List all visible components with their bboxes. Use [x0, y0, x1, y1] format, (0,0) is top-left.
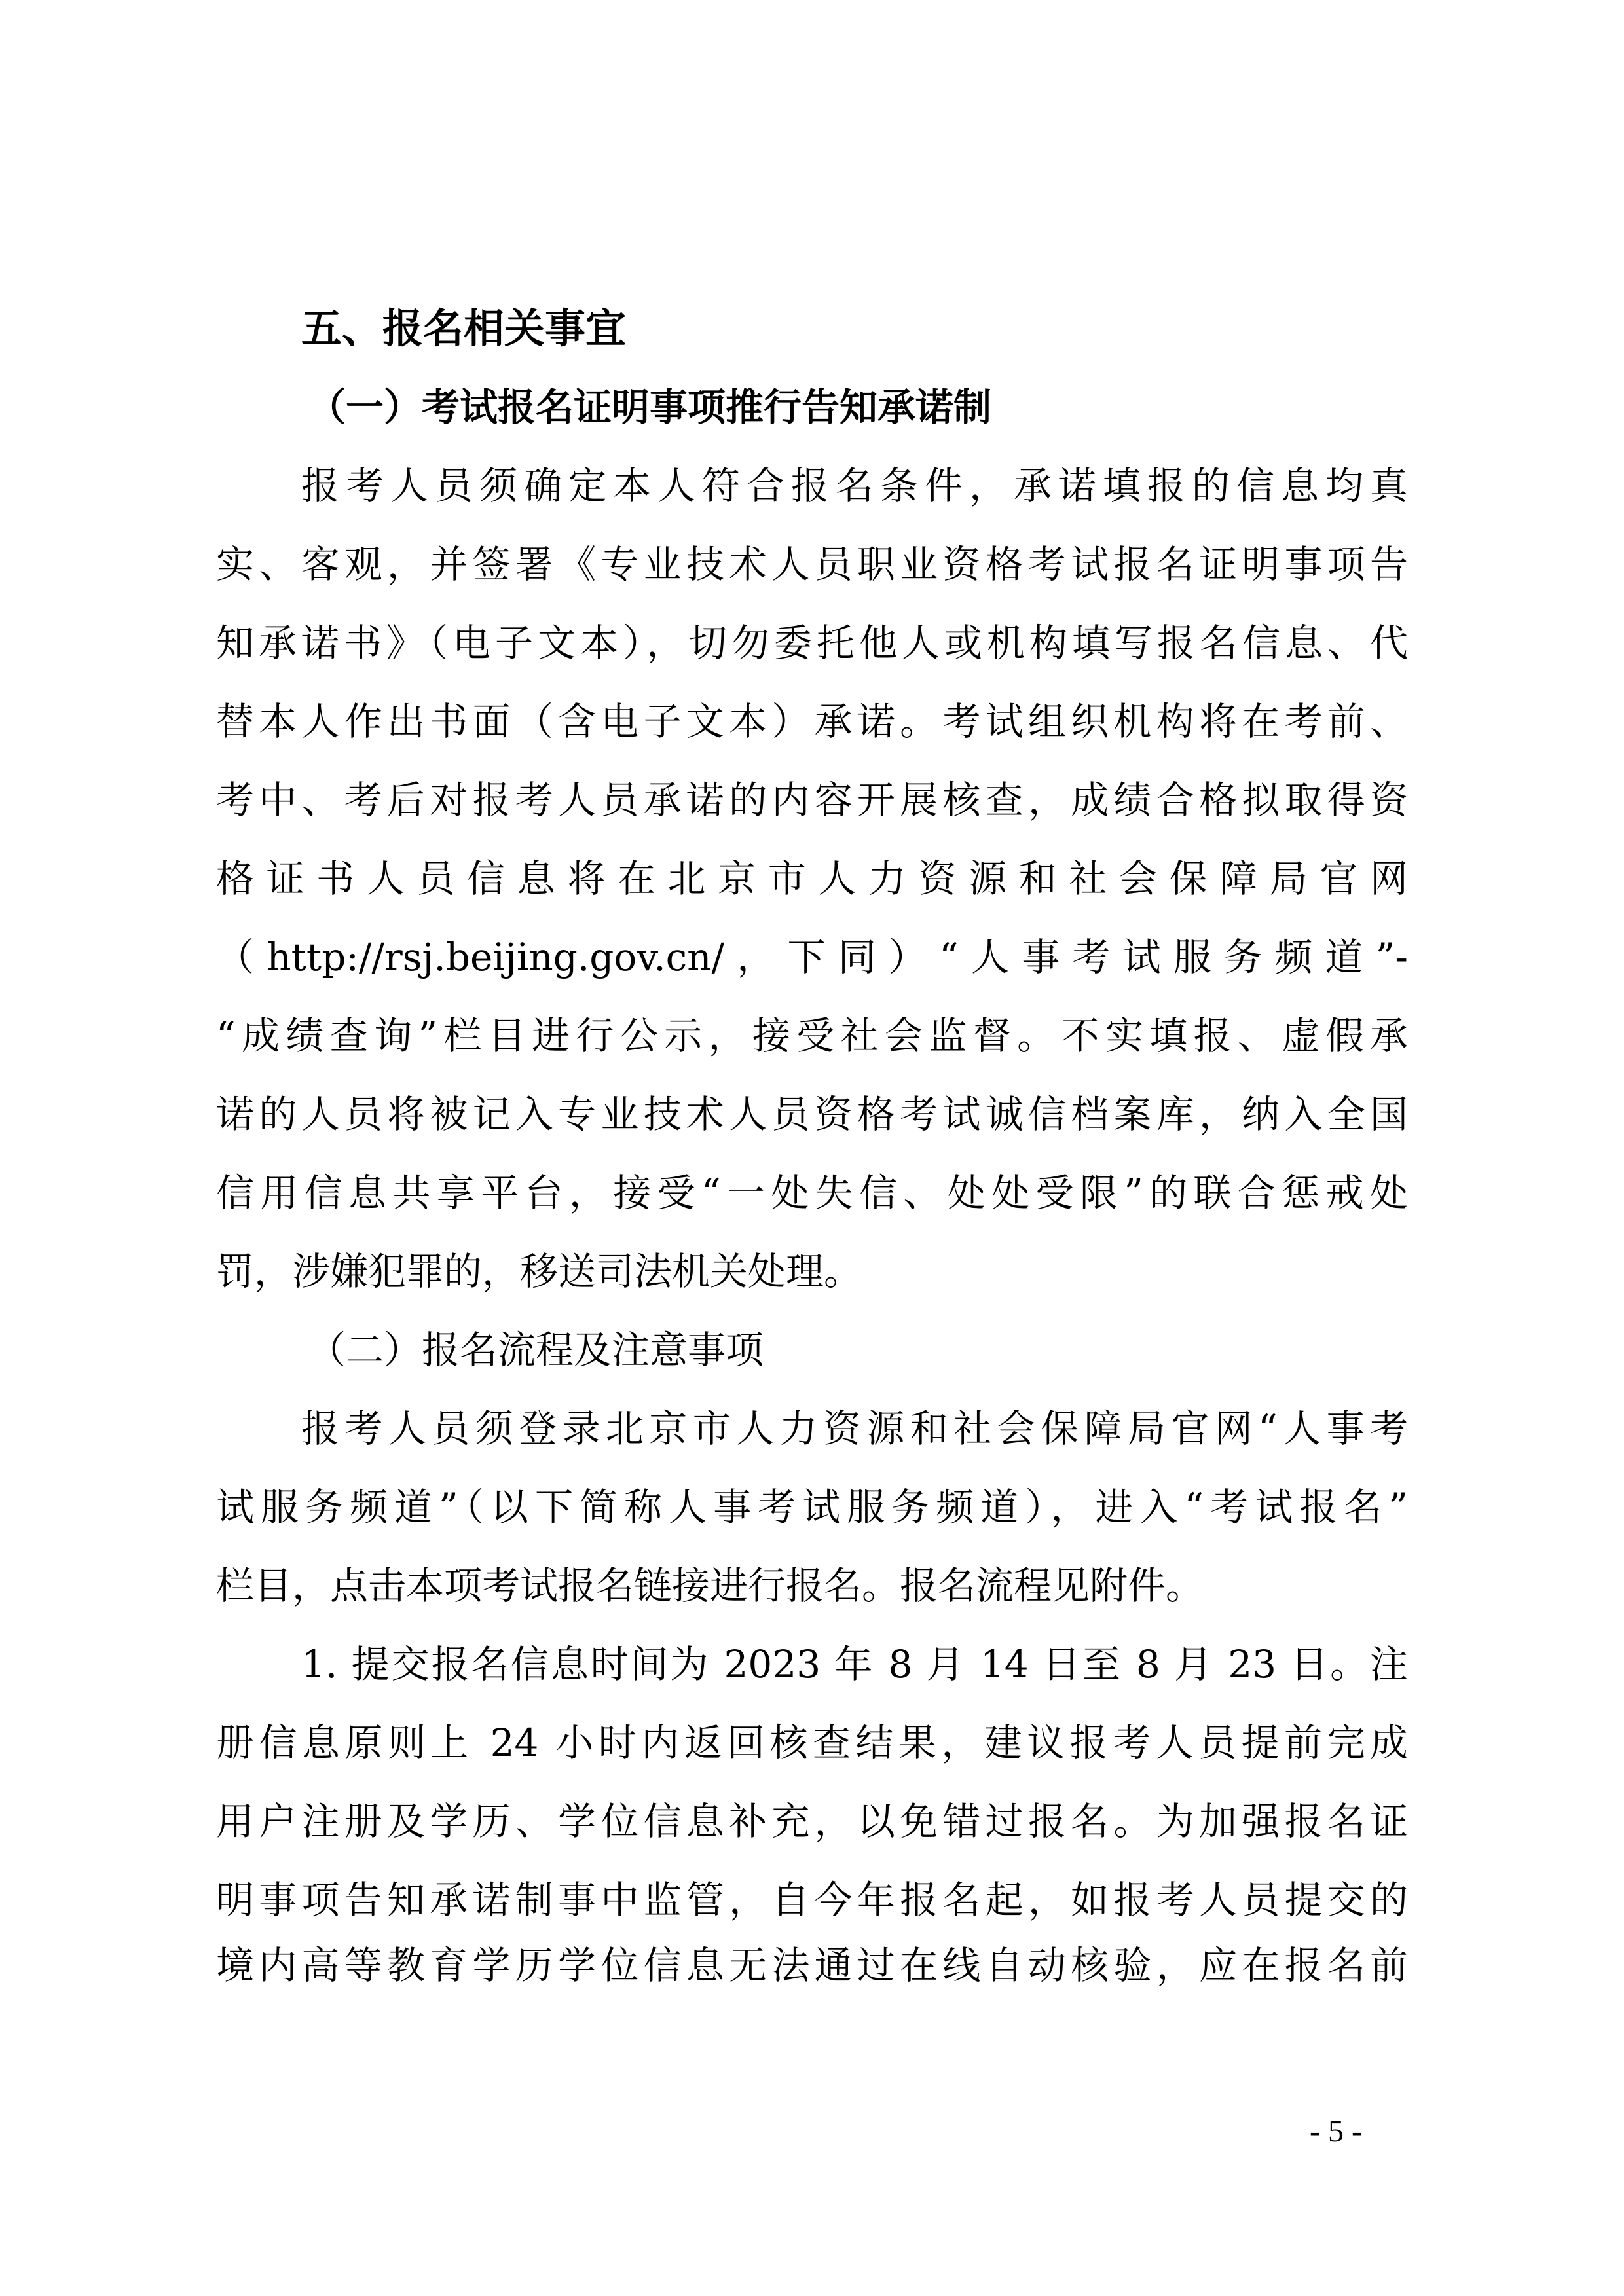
paragraph-line: 册信息原则上 24 小时内返回核查结果，建议报考人员提前完成 — [216, 1721, 1408, 1765]
page-number: - 5 - — [1310, 2114, 1362, 2149]
paragraph-line: 境内高等教育学历学位信息无法通过在线自动核验，应在报名前 — [216, 1943, 1408, 1988]
paragraph-line: 栏目，点击本项考试报名链接进行报名。报名流程见附件。 — [216, 1563, 1204, 1608]
paragraph-line: 试服务频道”（以下简称人事考试服务频道），进入“考试报名” — [216, 1485, 1408, 1529]
paragraph-line: 明事项告知承诺制事中监管，自今年报名起，如报考人员提交的 — [216, 1878, 1408, 1922]
section-heading: 五、报名相关事宜 — [301, 304, 627, 352]
paragraph-line: 1. 提交报名信息时间为 2023 年 8 月 14 日至 8 月 23 日。注 — [301, 1642, 1408, 1686]
paragraph-line: 报考人员须登录北京市人力资源和社会保障局官网“人事考 — [301, 1406, 1408, 1451]
subsection-heading-2: （二）报名流程及注意事项 — [308, 1328, 764, 1372]
paragraph-line: 用户注册及学历、学位信息补充，以免错过报名。为加强报名证 — [216, 1799, 1408, 1844]
paragraph-line: 诺的人员将被记入专业技术人员资格考试诚信档案库，纳入全国 — [216, 1092, 1408, 1137]
paragraph-line: “成绩查询”栏目进行公示，接受社会监督。不实填报、虚假承 — [216, 1013, 1408, 1058]
paragraph-line: 格证书人员信息将在北京市人力资源和社会保障局官网 — [216, 856, 1408, 901]
paragraph-line: 实、客观，并签署《专业技术人员职业资格考试报名证明事项告 — [216, 542, 1408, 587]
paragraph-line: 替本人作出书面（含电子文本）承诺。考试组织机构将在考前、 — [216, 699, 1408, 744]
paragraph-line: 报考人员须确定本人符合报名条件，承诺填报的信息均真 — [301, 464, 1408, 508]
paragraph-line: 考中、考后对报考人员承诺的内容开展核查，成绩合格拟取得资 — [216, 778, 1408, 822]
paragraph-line: （http://rsj.beijing.gov.cn/，下同）“人事考试服务频道”- — [216, 935, 1408, 979]
paragraph-line: 知承诺书》（电子文本），切勿委托他人或机构填写报名信息、代 — [216, 621, 1408, 665]
subsection-heading-1: （一）考试报名证明事项推行告知承诺制 — [308, 385, 992, 429]
paragraph-line: 罚，涉嫌犯罪的，移送司法机关处理。 — [216, 1249, 862, 1294]
paragraph-line: 信用信息共享平台，接受“一处失信、处处受限”的联合惩戒处 — [216, 1171, 1408, 1215]
